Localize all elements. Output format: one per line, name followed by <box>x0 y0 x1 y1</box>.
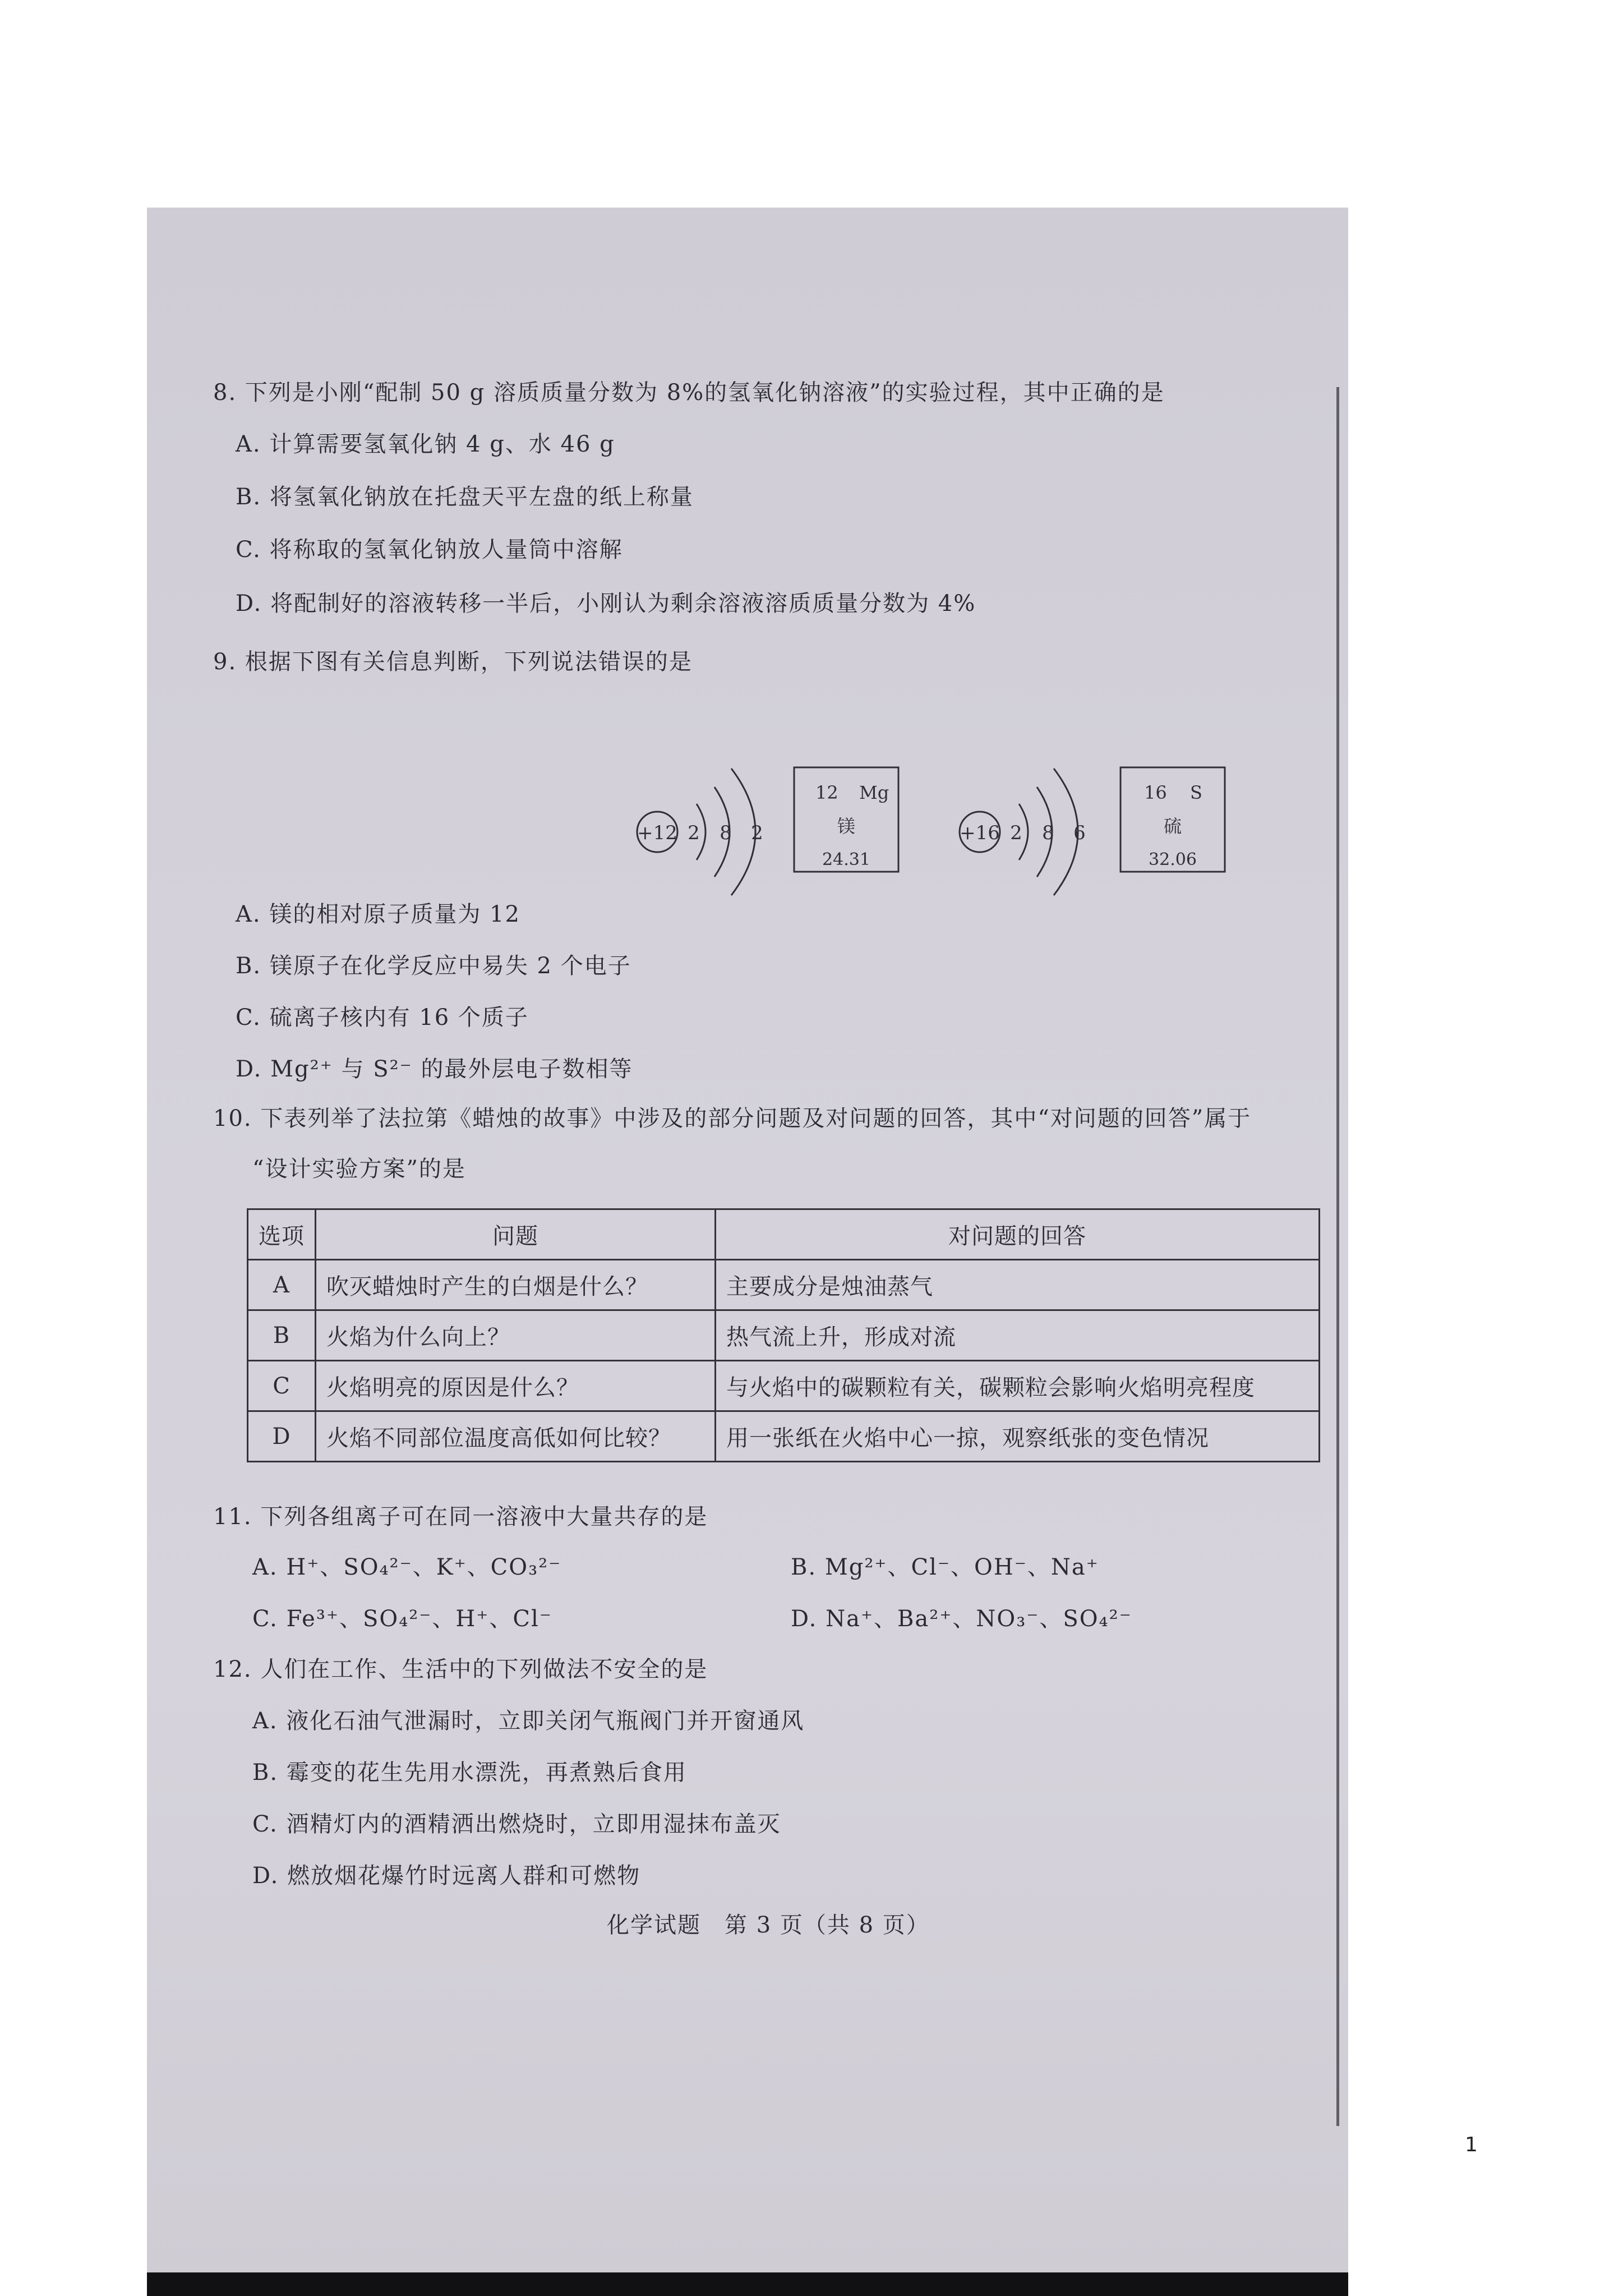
table-row <box>248 1411 1320 1462</box>
page-number: 1 <box>1465 2133 1478 2156</box>
row-b-answer: 热气流上升，形成对流 <box>716 1310 1320 1361</box>
row-d-answer: 用一张纸在火焰中心一掠，观察纸张的变色情况 <box>716 1411 1320 1462</box>
row-c-question: 火焰明亮的原因是什么？ <box>316 1361 716 1411</box>
s-shell-1-count: 2 <box>1010 822 1022 844</box>
q8-option-c: C. 将称取的氢氧化钠放人量筒中溶解 <box>236 537 623 563</box>
s-shell-3-count: 6 <box>1073 822 1086 844</box>
scanned-page <box>147 208 1348 2296</box>
s-atomic-mass: 32.06 <box>1149 850 1197 869</box>
mg-nucleus-charge: +12 <box>637 822 677 844</box>
q9-option-d: D. Mg²⁺ 与 S²⁻ 的最外层电子数相等 <box>236 1056 633 1082</box>
q8-option-b: B. 将氢氧化钠放在托盘天平左盘的纸上称量 <box>236 484 694 510</box>
row-c-answer: 与火焰中的碳颗粒有关，碳颗粒会影响火焰明亮程度 <box>716 1361 1320 1411</box>
q11-option-d: D. Na⁺、Ba²⁺、NO₃⁻、SO₄²⁻ <box>791 1606 1132 1632</box>
row-a-option: A <box>248 1260 316 1310</box>
q11-option-b: B. Mg²⁺、Cl⁻、OH⁻、Na⁺ <box>791 1554 1099 1580</box>
row-c-option: C <box>248 1361 316 1411</box>
mg-symbol: Mg <box>859 782 889 803</box>
header-question: 问题 <box>316 1209 716 1260</box>
q10-stem-line-2: “设计实验方案”的是 <box>252 1156 466 1182</box>
q9-option-c: C. 硫离子核内有 16 个质子 <box>236 1005 529 1030</box>
scan-bottom-edge <box>147 2272 1348 2296</box>
table-row <box>248 1310 1320 1361</box>
mg-element-name: 镁 <box>837 816 856 837</box>
header-option: 选项 <box>248 1209 316 1260</box>
q8-stem: 8. 下列是小刚“配制 50 g 溶质质量分数为 8%的氢氧化钠溶液”的实验过程，其中正确的是 <box>213 380 1165 406</box>
table-row <box>248 1361 1320 1411</box>
q11-option-c: C. Fe³⁺、SO₄²⁻、H⁺、Cl⁻ <box>252 1606 552 1632</box>
q9-option-a: A. 镁的相对原子质量为 12 <box>236 901 520 927</box>
header-answer: 对问题的回答 <box>716 1209 1320 1260</box>
q8-option-d: D. 将配制好的溶液转移一半后，小刚认为剩余溶液溶质质量分数为 4% <box>236 591 976 616</box>
mg-shell-3-count: 2 <box>751 822 763 844</box>
s-element-name: 硫 <box>1163 816 1182 837</box>
mg-shell-2-count: 8 <box>720 822 732 844</box>
q11-option-a: A. H⁺、SO₄²⁻、K⁺、CO₃²⁻ <box>252 1554 562 1580</box>
q12-stem: 12. 人们在工作、生活中的下列做法不安全的是 <box>213 1657 708 1682</box>
q8-option-a: A. 计算需要氢氧化钠 4 g、水 46 g <box>236 431 615 457</box>
row-a-answer: 主要成分是烛油蒸气 <box>716 1260 1320 1310</box>
q12-option-b: B. 霉变的花生先用水漂洗，再煮熟后食用 <box>252 1760 687 1786</box>
s-atomic-number: 16 <box>1144 782 1167 803</box>
fold-line <box>1336 387 1339 2126</box>
table-row <box>248 1260 1320 1310</box>
page-footer: 化学试题 第 3 页（共 8 页） <box>607 1912 930 1938</box>
mg-atomic-number: 12 <box>815 782 838 803</box>
mg-shell-1-count: 2 <box>688 822 700 844</box>
mg-atomic-mass: 24.31 <box>822 850 870 869</box>
q10-stem-line-1: 10. 下表列举了法拉第《蜡烛的故事》中涉及的部分问题及对问题的回答，其中“对问题的回答”属于 <box>213 1106 1252 1131</box>
row-b-question: 火焰为什么向上？ <box>316 1310 716 1361</box>
atom-structure-diagram <box>472 757 1257 903</box>
row-d-option: D <box>248 1411 316 1462</box>
q12-option-a: A. 液化石油气泄漏时，立即关闭气瓶阀门并开窗通风 <box>252 1708 805 1734</box>
q10-table <box>247 1208 1320 1462</box>
row-a-question: 吹灭蜡烛时产生的白烟是什么？ <box>316 1260 716 1310</box>
table-header-row <box>248 1209 1320 1260</box>
s-symbol: S <box>1190 782 1202 803</box>
q11-stem: 11. 下列各组离子可在同一溶液中大量共存的是 <box>213 1504 708 1530</box>
s-shell-2-count: 8 <box>1042 822 1054 844</box>
q9-option-b: B. 镁原子在化学反应中易失 2 个电子 <box>236 953 631 979</box>
q12-option-c: C. 酒精灯内的酒精洒出燃烧时，立即用湿抹布盖灭 <box>252 1811 781 1837</box>
row-b-option: B <box>248 1310 316 1361</box>
row-d-question: 火焰不同部位温度高低如何比较？ <box>316 1411 716 1462</box>
q9-stem: 9. 根据下图有关信息判断，下列说法错误的是 <box>213 649 693 675</box>
s-nucleus-charge: +16 <box>960 822 1000 844</box>
q12-option-d: D. 燃放烟花爆竹时远离人群和可燃物 <box>252 1863 641 1889</box>
